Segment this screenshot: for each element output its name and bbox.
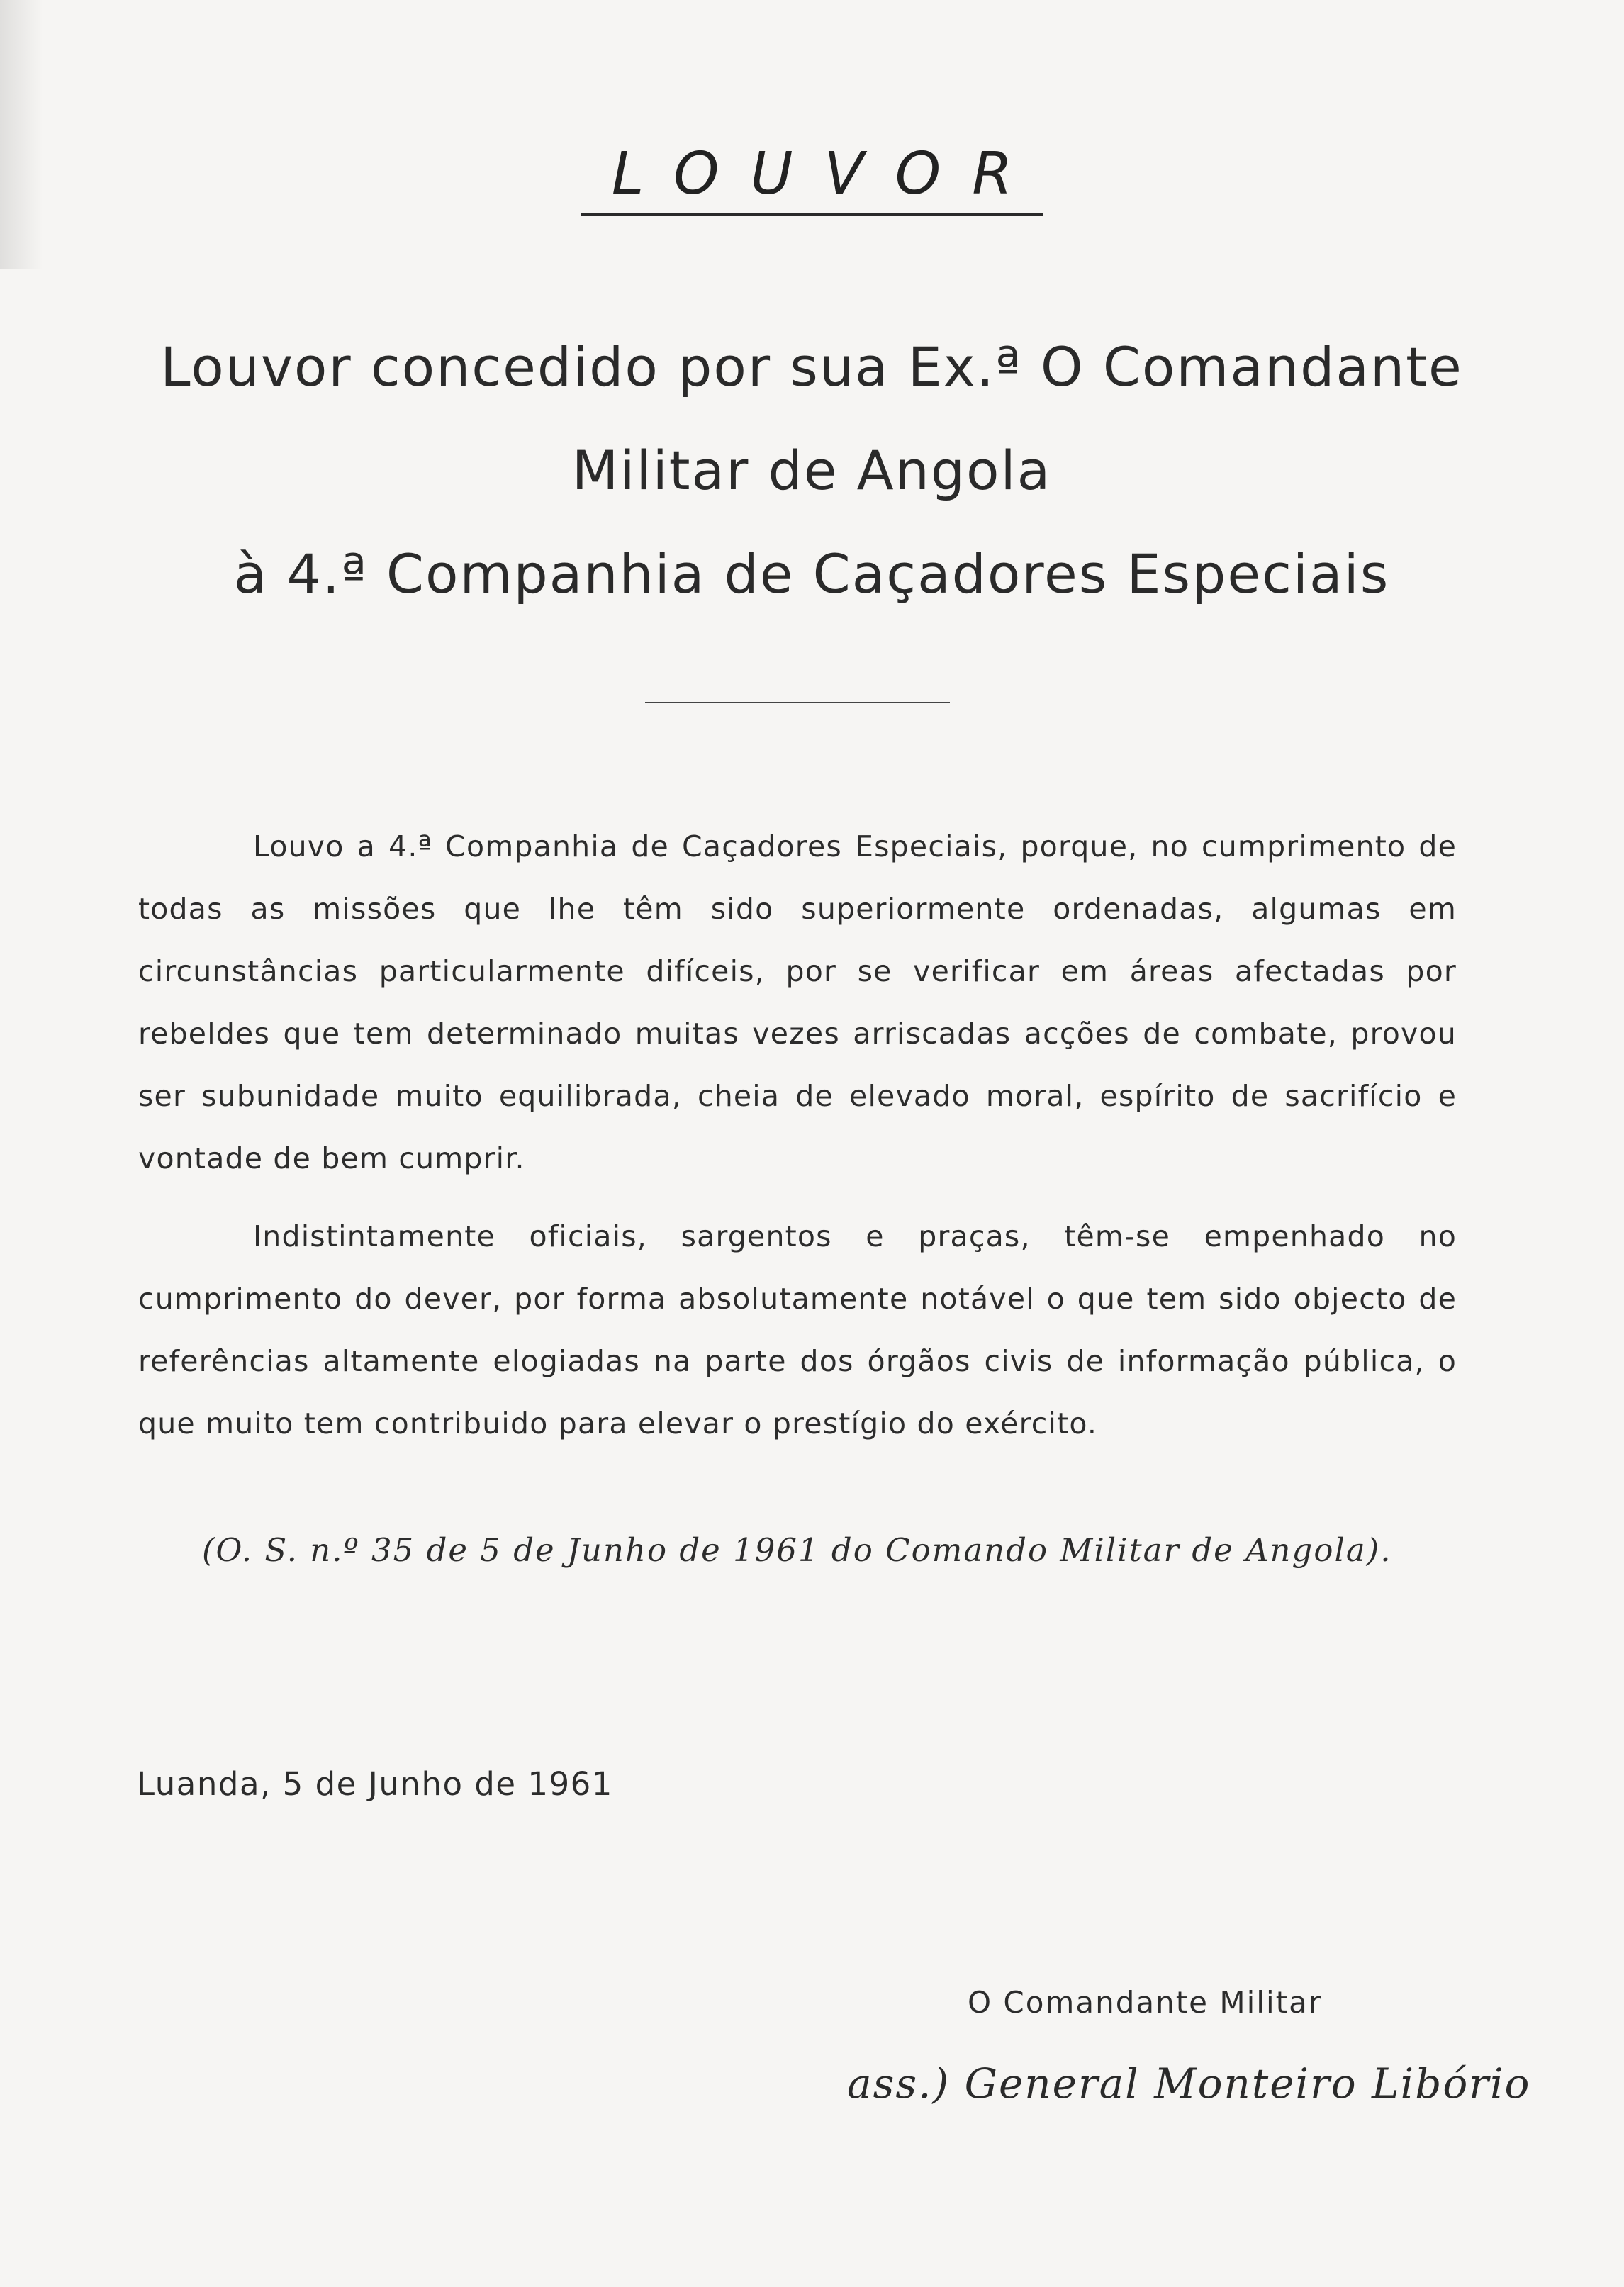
signatory-role: O Comandante Militar xyxy=(968,1985,1323,2020)
heading-line-2: Militar de Angola xyxy=(571,439,1052,502)
document-heading xyxy=(71,315,1552,626)
order-reference: (O. S. n.º 35 de 5 de Junho de 1961 do Comando Militar de Angola). xyxy=(202,1531,1392,1569)
scan-edge-shadow xyxy=(0,0,43,269)
section-divider xyxy=(645,702,950,703)
document-title: LOUVOR xyxy=(581,140,1043,216)
body-paragraph-1: Louvo a 4.ª Companhia de Caçadores Especiais, porque, no cumprimento de todas as missões que lhe têm sido superiormente ordenadas, algumas em circunstâncias particularmente difíceis, por se verificar em áreas afectadas por rebeldes que tem determinado muitas vezes arriscadas acções de combate, provou ser subunidade muito equilibrada, cheia de elevado moral, espírito de sacrifício e vontade de bem cumprir. xyxy=(138,829,1457,1175)
place-date: Luanda, 5 de Junho de 1961 xyxy=(137,1765,613,1803)
document-title-wrapper xyxy=(0,140,1624,216)
signature: ass.) General Monteiro Libório xyxy=(847,2059,1531,2108)
heading-line-3: à 4.ª Companhia de Caçadores Especiais xyxy=(233,542,1390,605)
body-paragraph-2: Indistintamente oficiais, sargentos e praças, têm-se empenhado no cumprimento do dever, por forma absolutamente notável o que tem sido objecto de referências altamente elogiadas na parte dos órgãos civis de informação pública, o que muito tem contribuido para elevar o prestígio do exército. xyxy=(138,1219,1457,1441)
document-body xyxy=(138,815,1457,1455)
heading-line-1: Louvor concedido por sua Ex.ª O Comandante xyxy=(160,335,1463,398)
